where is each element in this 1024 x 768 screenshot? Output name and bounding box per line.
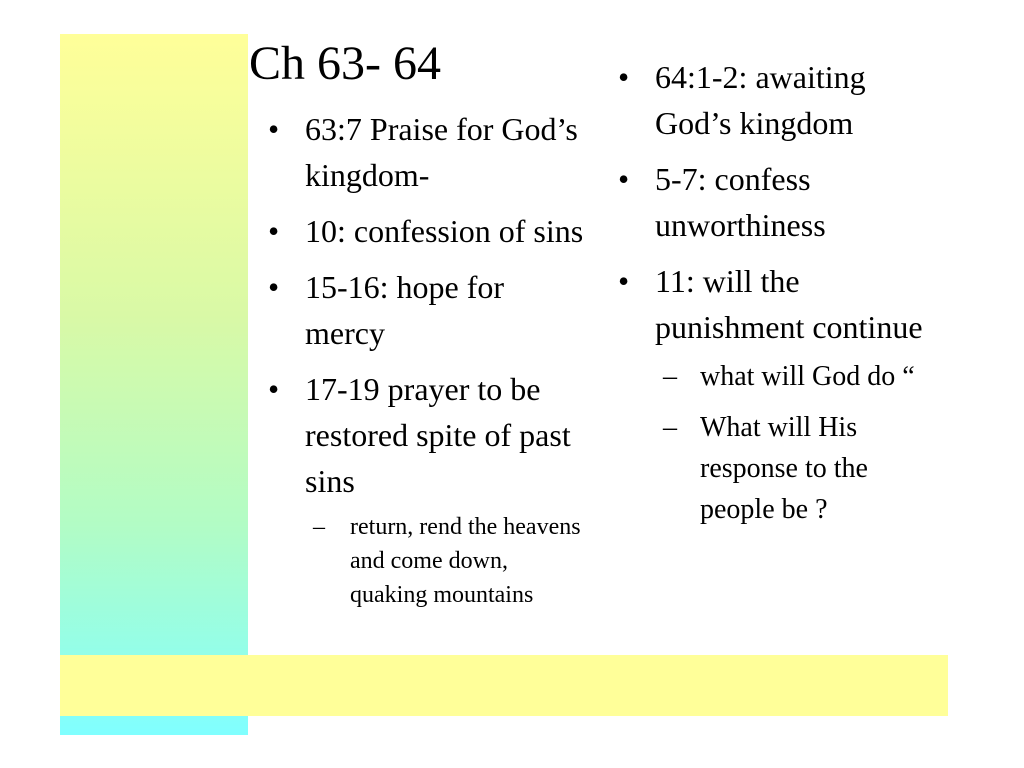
bullet-item	[268, 264, 588, 356]
bullet-text: 11: will the punishment continue	[655, 263, 923, 345]
sub-bullet-marker: –	[663, 361, 677, 392]
bullet-text: 17-19 prayer to be restored spite of past sins	[305, 371, 571, 499]
sub-bullet-item	[655, 356, 938, 397]
sub-bullet-text: return, rend the heavens and come down, quaking mountains	[350, 514, 581, 608]
bullet-marker: •	[268, 269, 280, 305]
sub-bullet-marker: –	[663, 412, 677, 443]
decorative-bottom-band	[60, 655, 948, 716]
bullet-text: 64:1-2: awaiting God’s kingdom	[655, 59, 866, 141]
sub-bullet-list	[305, 510, 588, 612]
bullet-marker: •	[618, 263, 630, 299]
bullet-marker: •	[268, 111, 280, 147]
bullet-item	[268, 366, 588, 612]
bullet-text: 15-16: hope for mercy	[305, 269, 505, 351]
bullet-marker: •	[268, 371, 280, 407]
decorative-gradient-bar	[60, 34, 248, 735]
sub-bullet-text: What will His response to the people be ?	[700, 412, 868, 525]
bullet-item	[268, 106, 588, 198]
sub-bullet-text: what will God do “	[700, 361, 915, 392]
sub-bullet-item	[655, 407, 938, 530]
bullet-text: 63:7 Praise for God’s kingdom-	[305, 111, 578, 193]
slide-title: Ch 63- 64	[249, 37, 441, 90]
sub-bullet-marker: –	[313, 514, 325, 540]
bullet-item	[618, 156, 938, 248]
sub-bullet-item	[305, 510, 588, 612]
bullet-marker: •	[618, 161, 630, 197]
bullet-item	[268, 208, 588, 254]
bullet-marker: •	[618, 59, 630, 95]
bullet-text: 10: confession of sins	[305, 213, 584, 249]
bullet-text: 5-7: confess unworthiness	[655, 161, 826, 243]
bullet-item	[618, 258, 938, 530]
right-bullet-list	[618, 54, 938, 540]
sub-bullet-list	[655, 356, 938, 530]
bullet-item	[618, 54, 938, 146]
left-bullet-list	[268, 106, 588, 622]
bullet-marker: •	[268, 213, 280, 249]
